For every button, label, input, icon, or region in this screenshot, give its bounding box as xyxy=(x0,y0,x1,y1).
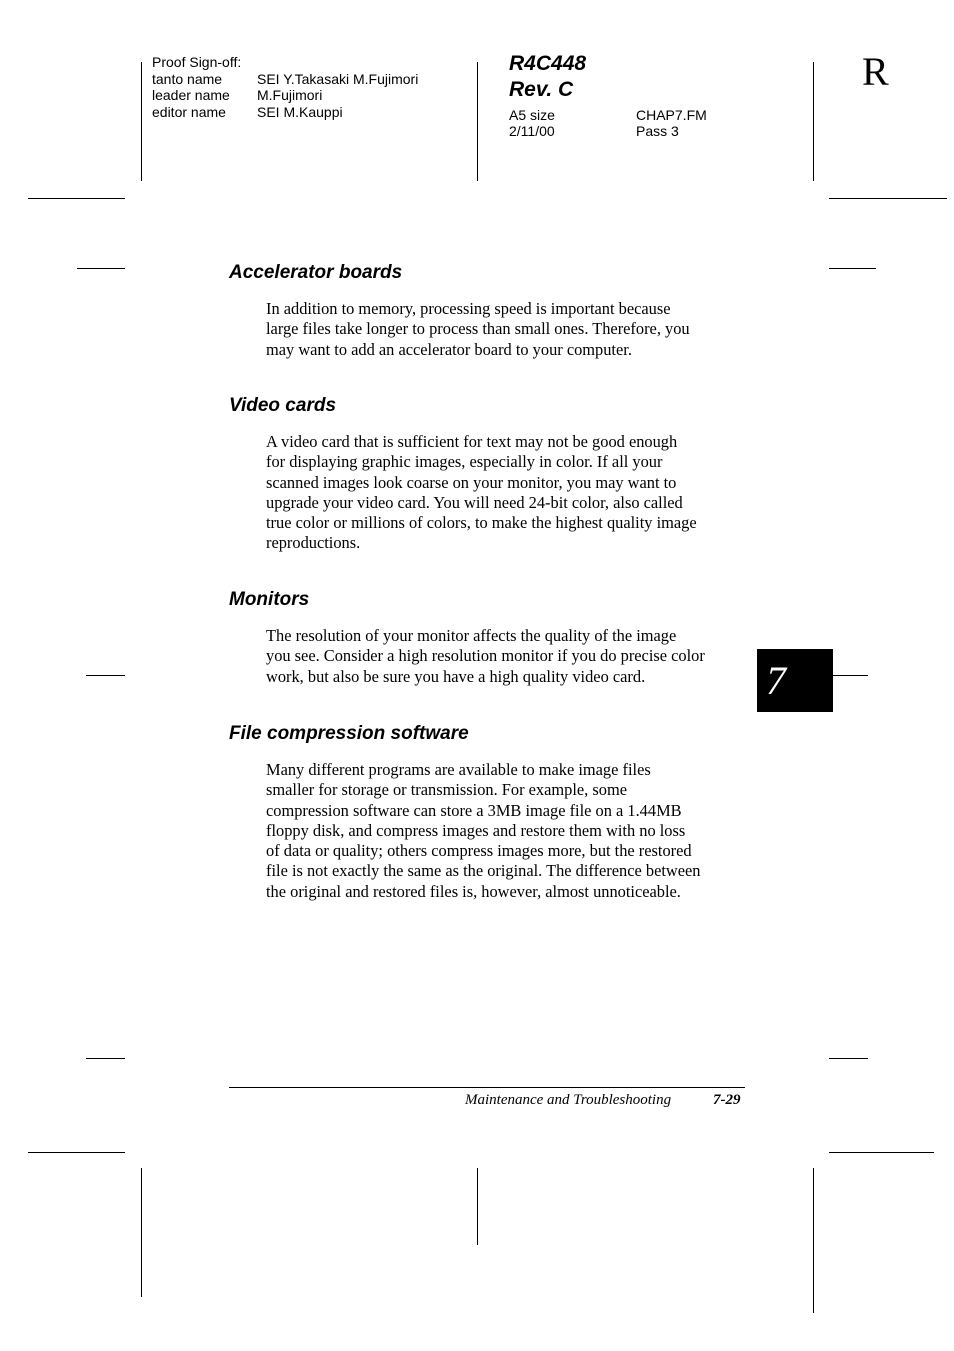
crop-mark xyxy=(28,1152,125,1153)
body-line: reproductions. xyxy=(266,533,361,553)
chapter-number: 7 xyxy=(766,658,786,703)
footer-title: Maintenance and Troubleshooting xyxy=(465,1092,672,1108)
editor-name-value: SEI M.Kauppi xyxy=(257,104,343,120)
section-body xyxy=(266,626,744,687)
section-heading: Video cards xyxy=(229,395,337,416)
crop-mark xyxy=(28,198,125,199)
section-body xyxy=(266,299,744,360)
page-number: 7-29 xyxy=(713,1092,741,1108)
section-body xyxy=(266,432,744,554)
body-line: The resolution of your monitor affects the quality of the image xyxy=(266,626,677,645)
body-line: may want to add an accelerator board to your computer. xyxy=(266,339,632,359)
body-line: of data or quality; others compress images more, but the restored xyxy=(266,841,692,861)
page-size: A5 size xyxy=(509,107,555,123)
body-line: compression software can store a 3MB image file on a 1.44MB xyxy=(266,800,682,820)
body-line: Many different programs are available to make image files xyxy=(266,760,651,779)
body-line: for displaying graphic images, especially in color. If all your xyxy=(266,452,663,472)
corner-mark: R xyxy=(862,49,889,94)
pass-number: Pass 3 xyxy=(636,123,679,139)
body-line: work, but also be sure you have a high quality video card. xyxy=(266,666,646,686)
crop-mark xyxy=(477,62,478,181)
crop-mark xyxy=(829,1152,934,1153)
crop-mark xyxy=(813,1168,814,1313)
footer-rule xyxy=(229,1087,745,1088)
crop-mark xyxy=(829,675,868,676)
section-heading: Accelerator boards xyxy=(229,262,403,283)
crop-mark xyxy=(77,268,125,269)
model-code: R4C448 xyxy=(509,52,587,75)
body-line: smaller for storage or transmission. For example, some xyxy=(266,780,627,800)
crop-mark xyxy=(829,198,947,199)
leader-name-label: leader name xyxy=(152,87,230,103)
crop-mark xyxy=(141,1168,142,1297)
body-line: upgrade your video card. You will need 24-bit color, also called xyxy=(266,492,683,512)
body-line: you see. Consider a high resolution monitor if you do precise color xyxy=(266,646,705,666)
crop-mark xyxy=(829,1058,868,1059)
file-name: CHAP7.FM xyxy=(636,107,707,123)
body-line: true color or millions of colors, to make the highest quality image xyxy=(266,513,697,533)
chapter-tab xyxy=(757,649,833,712)
editor-name-label: editor name xyxy=(152,104,226,120)
section-heading: Monitors xyxy=(229,589,310,610)
body-line: large files take longer to process than small ones. Therefore, you xyxy=(266,319,690,339)
crop-mark xyxy=(829,268,876,269)
section-body xyxy=(266,760,744,902)
revision-label: Rev. C xyxy=(509,78,574,101)
crop-mark xyxy=(813,62,814,181)
crop-mark xyxy=(477,1168,478,1245)
body-line: scanned images look coarse on your monitor, you may want to xyxy=(266,472,677,492)
leader-name-value: M.Fujimori xyxy=(257,87,323,103)
tanto-name-label: tanto name xyxy=(152,71,223,87)
body-line: floppy disk, and compress images and restore them with no loss xyxy=(266,820,686,840)
body-line: In addition to memory, processing speed is important because xyxy=(266,299,671,318)
tanto-name-value: SEI Y.Takasaki M.Fujimori xyxy=(257,71,419,87)
crop-mark xyxy=(86,675,125,676)
crop-mark xyxy=(141,62,142,181)
body-line: A video card that is sufficient for text may not be good enough xyxy=(266,432,678,451)
crop-mark xyxy=(86,1058,125,1059)
body-line: file is not exactly the same as the original. The difference between xyxy=(266,861,701,881)
doc-date: 2/11/00 xyxy=(509,123,555,139)
body-line: the original and restored files is, however, almost unnoticeable. xyxy=(266,881,681,901)
section-heading: File compression software xyxy=(229,723,469,744)
proof-signoff-label: Proof Sign-off: xyxy=(152,54,242,70)
